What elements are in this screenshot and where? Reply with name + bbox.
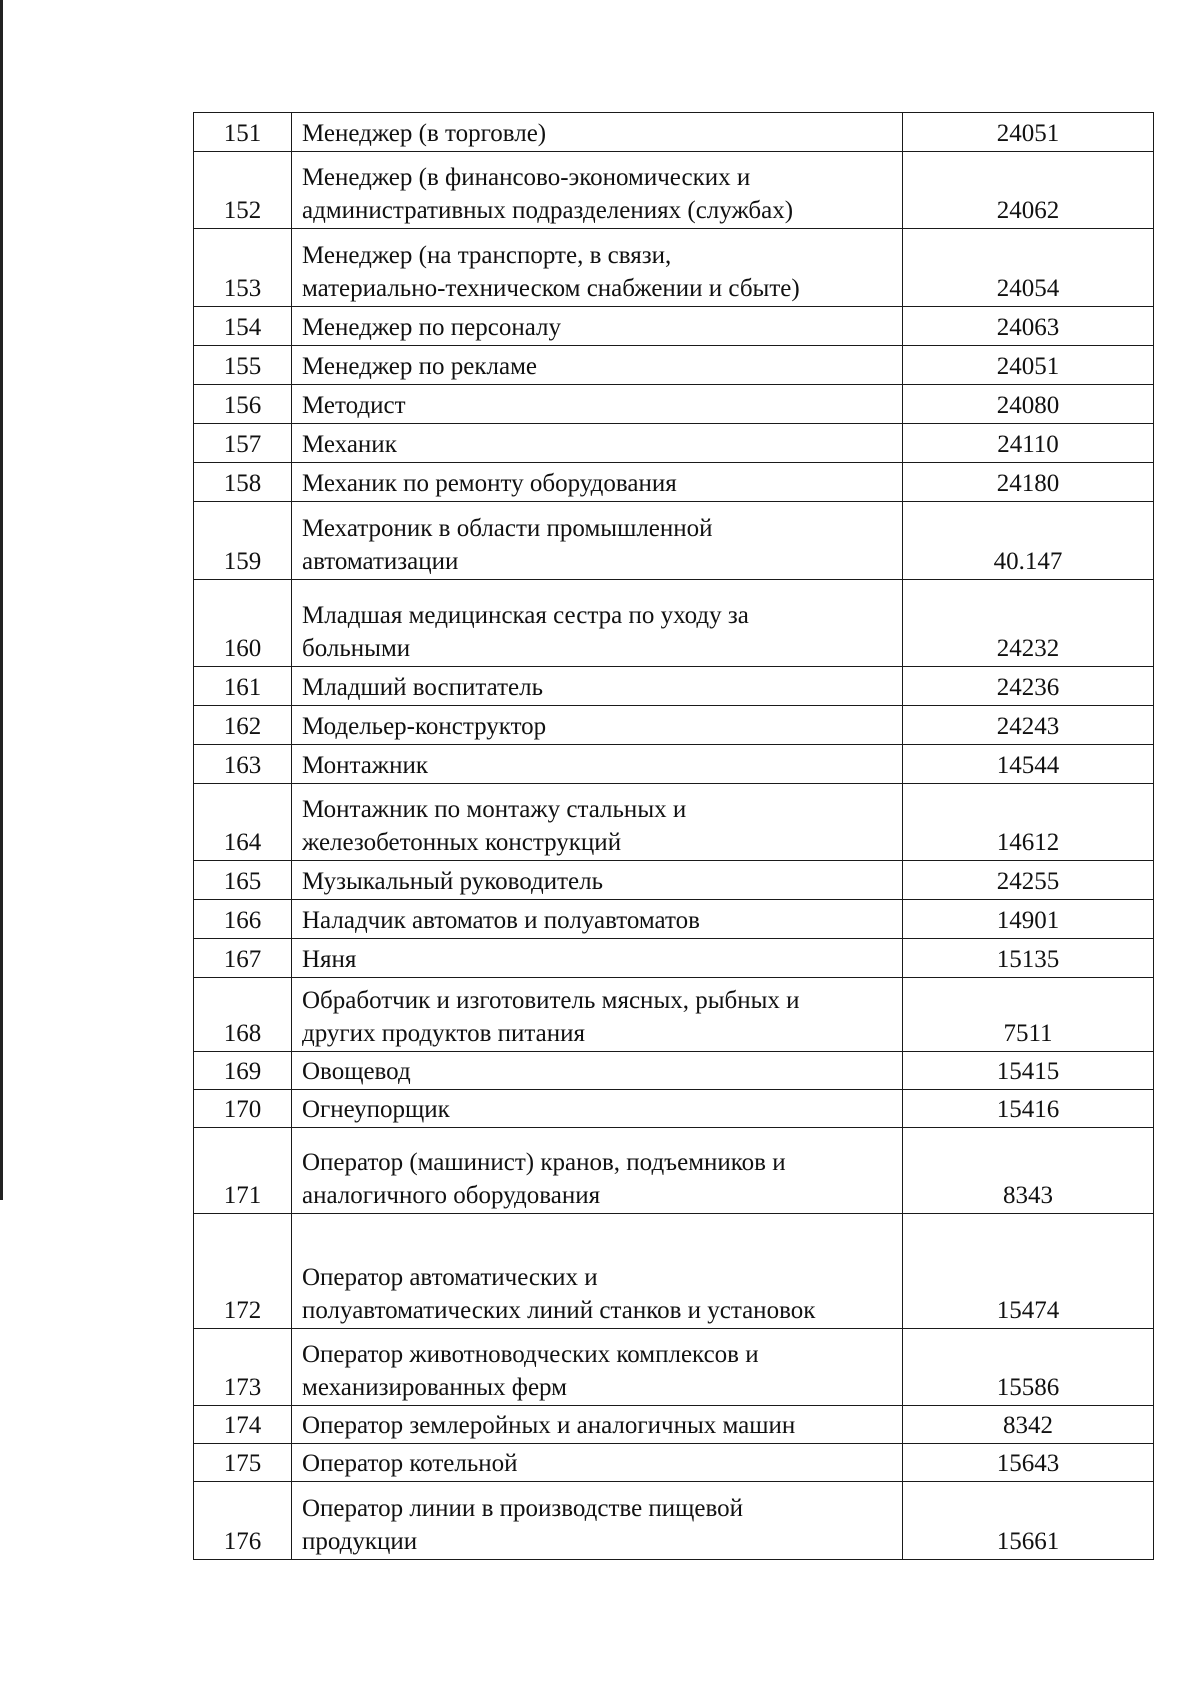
table-row <box>194 1052 1154 1090</box>
table-row <box>194 784 1154 861</box>
row-number: 167 <box>194 939 292 978</box>
row-number: 165 <box>194 861 292 900</box>
table-row <box>194 1482 1154 1560</box>
profession-name: Оператор землеройных и аналогичных машин <box>292 1406 903 1444</box>
row-number: 175 <box>194 1444 292 1482</box>
row-number: 166 <box>194 900 292 939</box>
row-number: 171 <box>194 1128 292 1214</box>
profession-name: Оператор линии в производстве пищевой продукции <box>292 1482 903 1560</box>
profession-name: Монтажник <box>292 745 903 784</box>
profession-code: 15135 <box>903 939 1154 978</box>
table-row <box>194 1406 1154 1444</box>
table-row <box>194 424 1154 463</box>
profession-code: 8343 <box>903 1128 1154 1214</box>
row-number: 151 <box>194 113 292 152</box>
row-number: 170 <box>194 1090 292 1128</box>
profession-code: 14901 <box>903 900 1154 939</box>
profession-name: Методист <box>292 385 903 424</box>
table-row <box>194 1214 1154 1329</box>
table-row <box>194 152 1154 229</box>
profession-name: Мехатроник в области промышленной автоматизации <box>292 502 903 580</box>
row-number: 158 <box>194 463 292 502</box>
profession-code: 24063 <box>903 307 1154 346</box>
profession-name: Монтажник по монтажу стальных и железобетонных конструкций <box>292 784 903 861</box>
row-number: 154 <box>194 307 292 346</box>
row-number: 172 <box>194 1214 292 1329</box>
profession-code: 8342 <box>903 1406 1154 1444</box>
page-edge-line <box>0 0 3 1200</box>
table-row <box>194 580 1154 667</box>
table-row <box>194 939 1154 978</box>
table-row <box>194 1128 1154 1214</box>
profession-name: Оператор (машинист) кранов, подъемников и аналогичного оборудования <box>292 1128 903 1214</box>
profession-name: Менеджер по персоналу <box>292 307 903 346</box>
table-row <box>194 978 1154 1052</box>
table-row <box>194 706 1154 745</box>
profession-code: 24255 <box>903 861 1154 900</box>
table-row <box>194 502 1154 580</box>
table-row <box>194 385 1154 424</box>
table-row <box>194 745 1154 784</box>
profession-name: Менеджер (на транспорте, в связи, материально-техническом снабжении и сбыте) <box>292 229 903 307</box>
row-number: 161 <box>194 667 292 706</box>
profession-code: 24054 <box>903 229 1154 307</box>
profession-name: Овощевод <box>292 1052 903 1090</box>
profession-code: 24243 <box>903 706 1154 745</box>
row-number: 152 <box>194 152 292 229</box>
profession-name: Наладчик автоматов и полуавтоматов <box>292 900 903 939</box>
row-number: 162 <box>194 706 292 745</box>
profession-name: Оператор котельной <box>292 1444 903 1482</box>
profession-name: Обработчик и изготовитель мясных, рыбных и других продуктов питания <box>292 978 903 1052</box>
profession-code: 15661 <box>903 1482 1154 1560</box>
row-number: 160 <box>194 580 292 667</box>
table-row <box>194 346 1154 385</box>
profession-code: 15416 <box>903 1090 1154 1128</box>
table-row <box>194 861 1154 900</box>
profession-code: 24236 <box>903 667 1154 706</box>
profession-name: Огнеупорщик <box>292 1090 903 1128</box>
row-number: 153 <box>194 229 292 307</box>
professions-table <box>193 112 1154 1560</box>
profession-name: Младшая медицинская сестра по уходу за больными <box>292 580 903 667</box>
row-number: 168 <box>194 978 292 1052</box>
profession-code: 15586 <box>903 1329 1154 1406</box>
table-row <box>194 229 1154 307</box>
profession-code: 15643 <box>903 1444 1154 1482</box>
profession-name: Менеджер (в торговле) <box>292 113 903 152</box>
table-row <box>194 113 1154 152</box>
table-row <box>194 1090 1154 1128</box>
profession-code: 40.147 <box>903 502 1154 580</box>
row-number: 156 <box>194 385 292 424</box>
profession-code: 24110 <box>903 424 1154 463</box>
profession-code: 24180 <box>903 463 1154 502</box>
profession-name: Музыкальный руководитель <box>292 861 903 900</box>
row-number: 176 <box>194 1482 292 1560</box>
row-number: 173 <box>194 1329 292 1406</box>
profession-code: 24051 <box>903 346 1154 385</box>
row-number: 155 <box>194 346 292 385</box>
profession-code: 24080 <box>903 385 1154 424</box>
table-row <box>194 1444 1154 1482</box>
table-row <box>194 667 1154 706</box>
row-number: 163 <box>194 745 292 784</box>
profession-name: Менеджер (в финансово-экономических и административных подразделениях (службах) <box>292 152 903 229</box>
profession-code: 14544 <box>903 745 1154 784</box>
profession-name: Няня <box>292 939 903 978</box>
profession-code: 14612 <box>903 784 1154 861</box>
profession-code: 24062 <box>903 152 1154 229</box>
table-row <box>194 307 1154 346</box>
profession-name: Менеджер по рекламе <box>292 346 903 385</box>
profession-name: Младший воспитатель <box>292 667 903 706</box>
profession-code: 15415 <box>903 1052 1154 1090</box>
profession-code: 24051 <box>903 113 1154 152</box>
profession-code: 7511 <box>903 978 1154 1052</box>
table-row <box>194 900 1154 939</box>
row-number: 174 <box>194 1406 292 1444</box>
row-number: 169 <box>194 1052 292 1090</box>
table-row <box>194 1329 1154 1406</box>
row-number: 157 <box>194 424 292 463</box>
profession-code: 24232 <box>903 580 1154 667</box>
row-number: 164 <box>194 784 292 861</box>
profession-code: 15474 <box>903 1214 1154 1329</box>
table-row <box>194 463 1154 502</box>
profession-name: Модельер-конструктор <box>292 706 903 745</box>
profession-name: Механик <box>292 424 903 463</box>
profession-name: Оператор животноводческих комплексов и механизированных ферм <box>292 1329 903 1406</box>
row-number: 159 <box>194 502 292 580</box>
profession-name: Оператор автоматических и полуавтоматических линий станков и установок <box>292 1214 903 1329</box>
profession-name: Механик по ремонту оборудования <box>292 463 903 502</box>
